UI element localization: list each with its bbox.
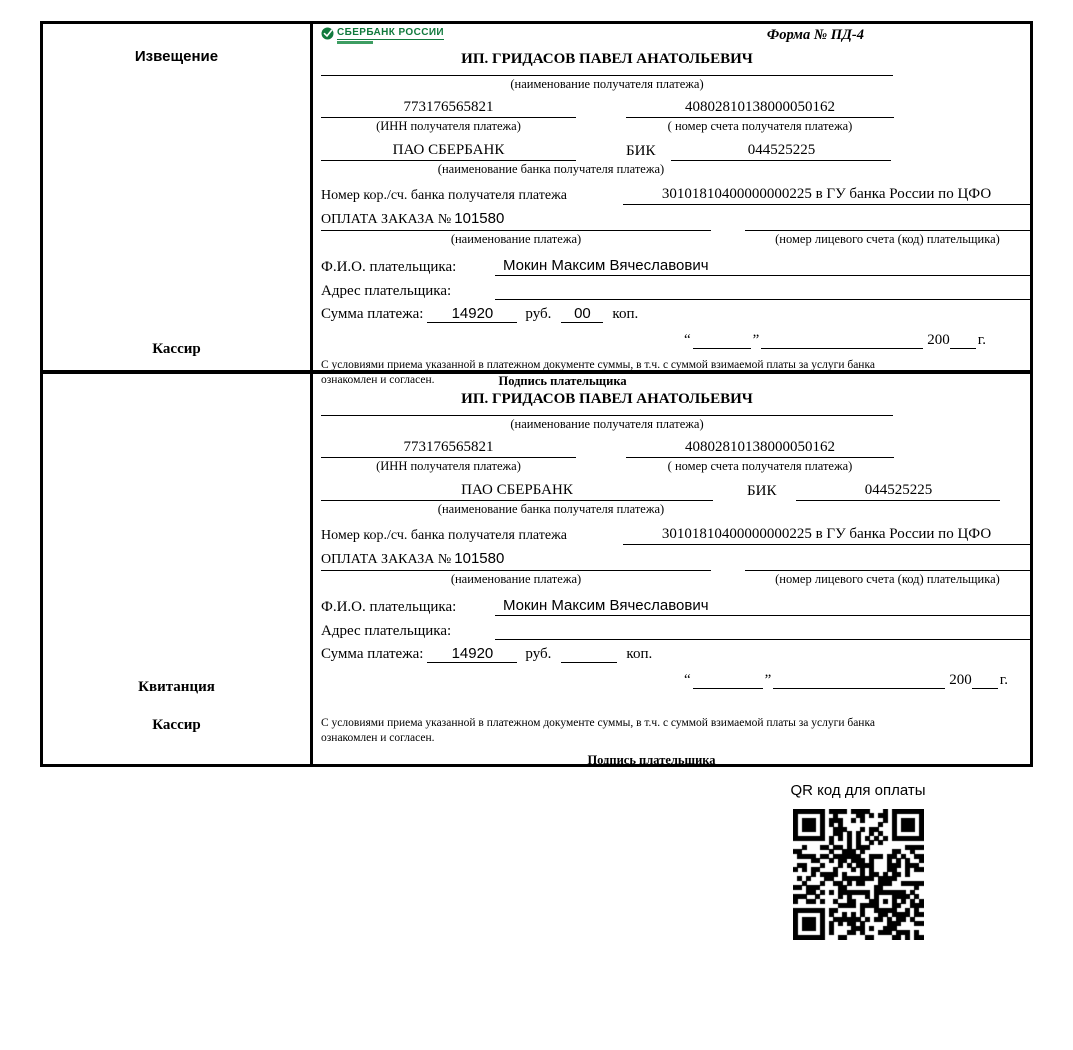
bik-value: 044525225	[671, 142, 891, 161]
open-quote: “	[683, 332, 691, 348]
payee-name-hint: (наименование получателя платежа)	[510, 77, 704, 91]
bank-name-hint: (наименование банка получателя платежа)	[437, 502, 665, 516]
inn-hint: (ИНН получателя платежа)	[376, 119, 521, 133]
amount-label: Сумма платежа:	[321, 306, 424, 322]
year-blank	[972, 688, 998, 689]
personal-account-blank	[745, 550, 1030, 571]
amount-rub-value: 14920	[427, 645, 517, 663]
terms-text-line2: ознакомлен и согласен.	[321, 731, 435, 744]
notice-side-cell	[43, 24, 313, 370]
personal-account-hint: (номер лицевого счета (код) плательщика)	[775, 232, 1000, 246]
order-number: 101580	[454, 210, 505, 227]
bik-label: БИК	[747, 483, 777, 499]
sberbank-logo-text: СБЕРБАНК РОССИИ	[337, 27, 445, 38]
bank-name-value: ПАО СБЕРБАНК	[321, 142, 576, 161]
corr-account-label: Номер кор./сч. банка получателя платежа	[321, 528, 567, 543]
purpose-hint: (наименование платежа)	[450, 232, 582, 246]
notice-label: Извещение	[134, 48, 219, 65]
date-month-blank	[761, 348, 923, 349]
payer-fio-value: Мокин Максим Вячеславович	[495, 257, 1030, 276]
rub-label: руб.	[525, 646, 552, 662]
header-row	[321, 27, 1030, 49]
purpose-prefix: ОПЛАТА ЗАКАЗА №	[321, 552, 452, 567]
bank-name-hint: (наименование банка получателя платежа)	[437, 162, 665, 176]
account-hint: ( номер счета получателя платежа)	[667, 119, 853, 133]
date-line	[321, 672, 1008, 689]
personal-account-blank	[745, 210, 1030, 231]
payee-account-value: 40802810138000050162	[626, 99, 894, 118]
payee-account-value: 40802810138000050162	[626, 439, 894, 458]
amount-label: Сумма платежа:	[321, 646, 424, 662]
notice-content-cell	[313, 24, 1030, 388]
amount-rub-value: 14920	[427, 305, 517, 323]
amount-kop-value	[561, 645, 617, 663]
date-day-blank	[693, 688, 763, 689]
signature-label: Подпись плательщика	[498, 373, 627, 388]
corr-account-value: 30101810400000000225 в ГУ банка России по ЦФО	[623, 186, 1030, 205]
purpose-prefix: ОПЛАТА ЗАКАЗА №	[321, 212, 452, 227]
kop-label: коп.	[612, 306, 639, 322]
payer-fio-label: Ф.И.О. плательщика:	[321, 599, 457, 615]
open-quote: “	[683, 672, 691, 688]
sberbank-emblem-icon	[321, 27, 334, 40]
signature-label: Подпись плательщика	[587, 752, 716, 767]
close-quote: ”	[752, 332, 760, 348]
payer-address-blank	[495, 620, 1030, 640]
corr-account-label: Номер кор./сч. банка получателя платежа	[321, 188, 567, 203]
payer-address-label: Адрес плательщика:	[321, 623, 452, 639]
payer-address-blank	[495, 280, 1030, 300]
year-prefix: 200	[949, 672, 972, 688]
inn-hint: (ИНН получателя платежа)	[376, 459, 521, 473]
payee-name-hint: (наименование получателя платежа)	[510, 417, 704, 431]
notice-section	[43, 24, 1030, 388]
close-quote: ”	[764, 672, 772, 688]
account-hint: ( номер счета получателя платежа)	[667, 459, 853, 473]
cashier-label: Кассир	[152, 717, 201, 733]
year-suffix: г.	[999, 672, 1008, 688]
receipt-label: Квитанция	[138, 679, 215, 695]
amount-kop-value: 00	[561, 305, 603, 323]
bik-label: БИК	[626, 143, 656, 159]
corr-account-value: 30101810400000000225 в ГУ банка России по ЦФО	[623, 526, 1030, 545]
payer-fio-value: Мокин Максим Вячеславович	[495, 597, 1030, 616]
date-line	[321, 332, 986, 349]
year-suffix: г.	[977, 332, 986, 348]
pd4-payment-document	[40, 21, 1033, 767]
terms-text-line1: С условиями приема указанной в платежном документе суммы, в т.ч. с суммой взимаемой платы за услуги банка	[321, 359, 875, 371]
kop-label: коп.	[626, 646, 653, 662]
terms-text-line2: ознакомлен и согласен.	[321, 373, 435, 386]
payer-fio-label: Ф.И.О. плательщика:	[321, 259, 457, 275]
bank-name-value: ПАО СБЕРБАНК	[321, 482, 713, 501]
payment-purpose	[321, 550, 711, 571]
qr-code	[793, 809, 924, 940]
bik-value: 044525225	[796, 482, 1000, 501]
rub-label: руб.	[525, 306, 552, 322]
terms-text-line1: С условиями приема указанной в платежном документе суммы, в т.ч. с суммой взимаемой платы за услуги банка	[321, 717, 875, 729]
receipt-side-cell	[43, 374, 313, 764]
payee-name: ИП. ГРИДАСОВ ПАВЕЛ АНАТОЛЬЕВИЧ	[321, 51, 893, 76]
payee-inn-value: 773176565821	[321, 99, 576, 118]
cashier-label: Кассир	[152, 341, 201, 357]
payee-inn-value: 773176565821	[321, 439, 576, 458]
order-number: 101580	[454, 550, 505, 567]
qr-payment-block	[782, 782, 934, 940]
payer-address-label: Адрес плательщика:	[321, 283, 452, 299]
purpose-hint: (наименование платежа)	[450, 572, 582, 586]
personal-account-hint: (номер лицевого счета (код) плательщика)	[775, 572, 1000, 586]
year-prefix: 200	[927, 332, 950, 348]
payee-name: ИП. ГРИДАСОВ ПАВЕЛ АНАТОЛЬЕВИЧ	[321, 391, 893, 416]
date-day-blank	[693, 348, 751, 349]
qr-code-label: QR код для оплаты	[790, 782, 926, 799]
sberbank-logo	[321, 27, 444, 44]
receipt-content-cell	[313, 374, 1030, 767]
payment-purpose	[321, 210, 711, 231]
receipt-section	[43, 374, 1030, 767]
date-month-blank	[773, 688, 945, 689]
form-number-label: Форма № ПД-4	[766, 27, 864, 43]
logo-tagline-bar	[337, 41, 373, 44]
year-blank	[950, 348, 976, 349]
